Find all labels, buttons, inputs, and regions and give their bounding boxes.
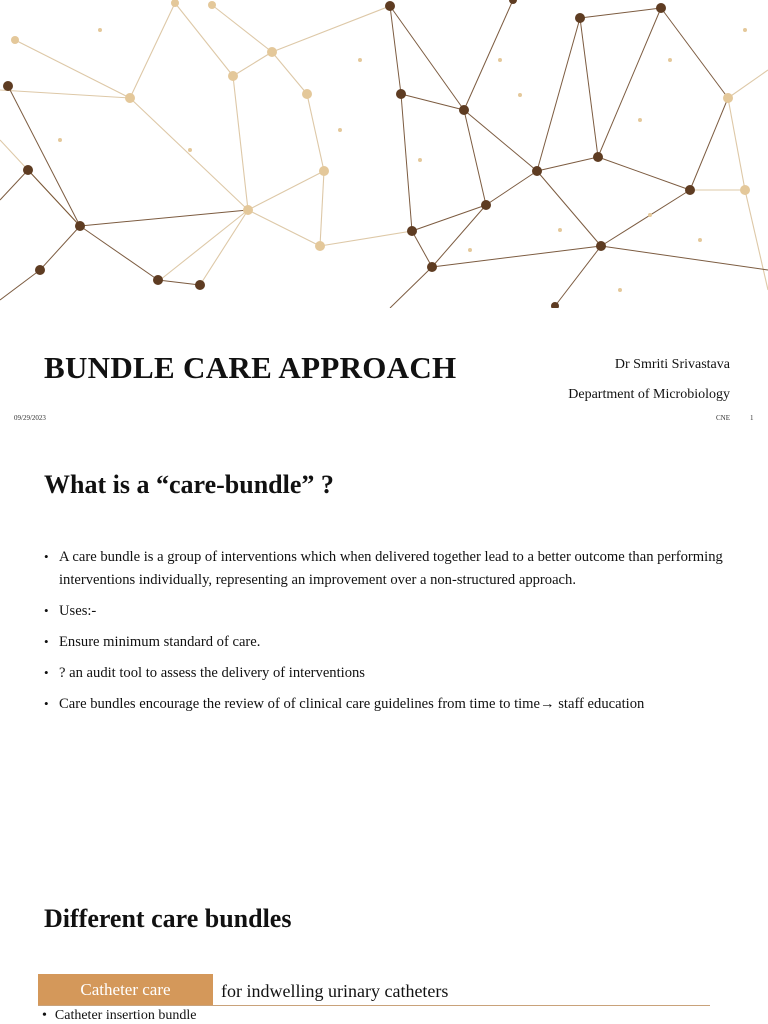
network-background-image xyxy=(0,0,768,308)
care-bundle-definition-slide xyxy=(0,432,768,864)
slide-heading: Different care bundles xyxy=(44,904,292,933)
sub-bullet-text: Catheter insertion bundle xyxy=(54,1008,197,1023)
care-bundles-list-slide xyxy=(0,864,768,1024)
presentation-title: BUNDLE CARE APPROACH xyxy=(44,350,457,385)
author-department: Department of Microbiology xyxy=(568,387,730,402)
bullet-list xyxy=(44,546,724,724)
sub-bullet-item xyxy=(42,1008,196,1024)
footer-date: 09/29/2023 xyxy=(14,414,46,422)
bullet-item: • ? an audit tool to assess the delivery of interventions xyxy=(44,662,724,685)
category-description: for indwelling urinary catheters xyxy=(221,981,449,1001)
bullet-icon: • xyxy=(42,1008,47,1023)
bullet-item: • Uses:- xyxy=(44,600,724,623)
page-number: 1 xyxy=(750,414,754,422)
footer-label: CNE xyxy=(716,414,730,422)
author-block xyxy=(568,350,730,410)
bullet-item: • Care bundles encourage the review of of clinical care guidelines from time to time→ staff education xyxy=(44,693,724,716)
author-name: Dr Smriti Srivastava xyxy=(614,357,730,372)
category-tag: Catheter care xyxy=(38,974,213,1006)
bullet-item: • A care bundle is a group of interventions which when delivered together lead to a better outcome than performing interventions individually, representing an improvement over a non-structured approach. xyxy=(44,546,724,592)
title-slide xyxy=(0,0,768,432)
divider xyxy=(38,1005,710,1006)
bullet-item: • Ensure minimum standard of care. xyxy=(44,631,724,654)
slide-heading: What is a “care-bundle” ? xyxy=(44,470,334,499)
